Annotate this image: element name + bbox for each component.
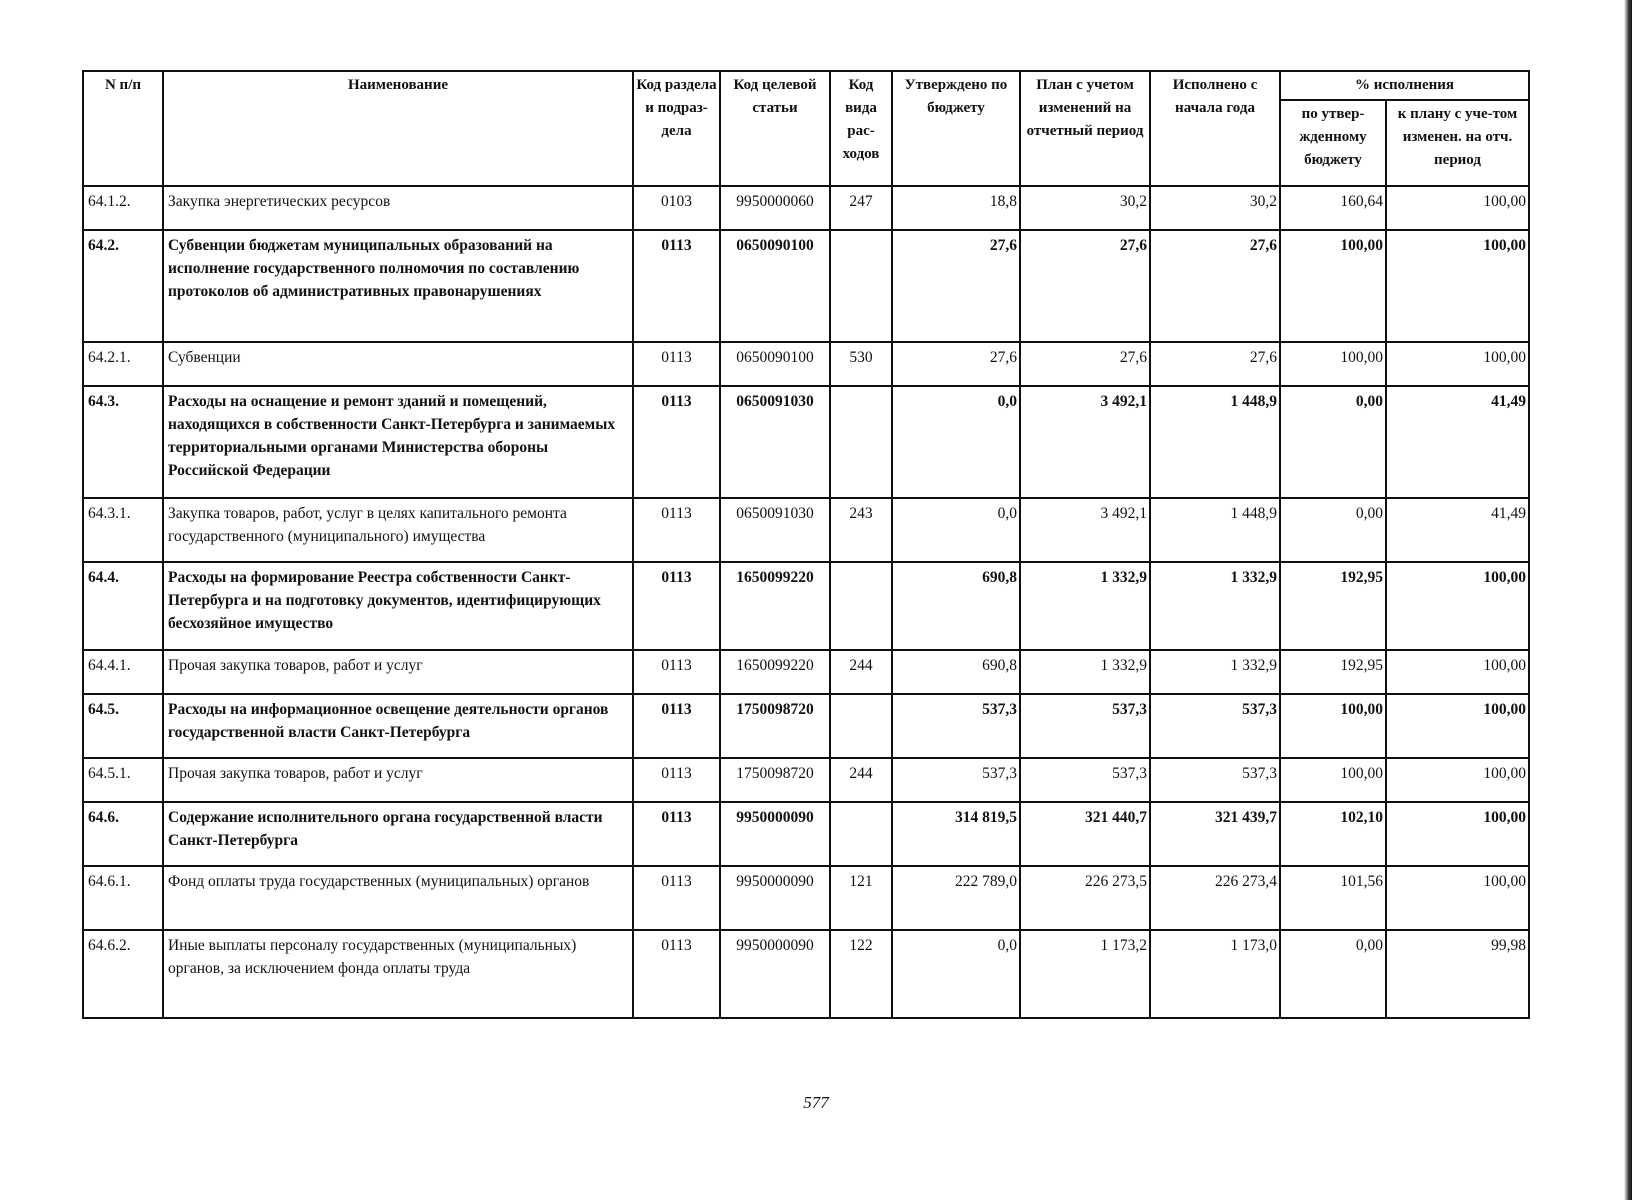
row-pct-plan: 100,00: [1386, 562, 1529, 650]
page-number: 577: [803, 1093, 829, 1112]
row-target-code: 9950000090: [720, 866, 830, 930]
table-row: [83, 802, 1529, 866]
row-executed: 537,3: [1150, 694, 1280, 758]
row-num: 64.2.: [83, 230, 163, 342]
row-target-code: 0650090100: [720, 230, 830, 342]
row-num: 64.5.: [83, 694, 163, 758]
table-row: [83, 930, 1529, 1018]
row-approved: 0,0: [892, 930, 1020, 1018]
table-row: [83, 650, 1529, 694]
row-pct-plan: 100,00: [1386, 758, 1529, 802]
row-pct-budget: 160,64: [1280, 186, 1386, 230]
row-target-code: 1750098720: [720, 758, 830, 802]
header-executed: Исполнено с начала года: [1150, 71, 1280, 186]
row-target-code: 0650091030: [720, 386, 830, 498]
row-type-code: 243: [830, 498, 892, 562]
row-type-code: [830, 386, 892, 498]
row-executed: 321 439,7: [1150, 802, 1280, 866]
header-plan: План с учетом изменений на отчетный период: [1020, 71, 1150, 186]
header-section-code: Код раздела и подраз-дела: [633, 71, 720, 186]
row-executed: 537,3: [1150, 758, 1280, 802]
row-pct-plan: 100,00: [1386, 230, 1529, 342]
row-executed: 1 332,9: [1150, 650, 1280, 694]
row-name: Содержание исполнительного органа государственной власти Санкт-Петербурга: [163, 802, 633, 866]
row-target-code: 9950000090: [720, 930, 830, 1018]
row-section-code: 0113: [633, 866, 720, 930]
row-name: Субвенции бюджетам муниципальных образований на исполнение государственного полномочия по составлению протоколов об административных правонарушениях: [163, 230, 633, 342]
row-target-code: 9950000090: [720, 802, 830, 866]
row-section-code: 0113: [633, 498, 720, 562]
row-num: 64.5.1.: [83, 758, 163, 802]
row-type-code: 122: [830, 930, 892, 1018]
row-section-code: 0113: [633, 758, 720, 802]
header-num: N п/п: [83, 71, 163, 186]
row-section-code: 0113: [633, 930, 720, 1018]
row-executed: 226 273,4: [1150, 866, 1280, 930]
row-name: Фонд оплаты труда государственных (муниципальных) органов: [163, 866, 633, 930]
row-name: Расходы на информационное освещение деятельности органов государственной власти Санкт-Петербурга: [163, 694, 633, 758]
row-name: Расходы на оснащение и ремонт зданий и помещений, находящихся в собственности Санкт-Петербурга и занимаемых территориальными органами Министерства обороны Российской Федерации: [163, 386, 633, 498]
row-pct-budget: 0,00: [1280, 930, 1386, 1018]
row-executed: 1 448,9: [1150, 386, 1280, 498]
row-target-code: 1650099220: [720, 562, 830, 650]
row-approved: 18,8: [892, 186, 1020, 230]
row-num: 64.4.1.: [83, 650, 163, 694]
row-pct-plan: 99,98: [1386, 930, 1529, 1018]
header-name: Наименование: [163, 71, 633, 186]
row-pct-plan: 100,00: [1386, 186, 1529, 230]
row-approved: 0,0: [892, 386, 1020, 498]
header-approved: Утверждено по бюджету: [892, 71, 1020, 186]
row-section-code: 0113: [633, 562, 720, 650]
table-row: [83, 758, 1529, 802]
row-name: Прочая закупка товаров, работ и услуг: [163, 650, 633, 694]
table-row: [83, 866, 1529, 930]
row-num: 64.2.1.: [83, 342, 163, 386]
row-pct-budget: 0,00: [1280, 498, 1386, 562]
row-plan: 3 492,1: [1020, 386, 1150, 498]
row-target-code: 9950000060: [720, 186, 830, 230]
row-num: 64.6.: [83, 802, 163, 866]
row-type-code: [830, 230, 892, 342]
header-pct-budget: по утвер-жденному бюджету: [1280, 100, 1386, 186]
row-num: 64.6.1.: [83, 866, 163, 930]
row-plan: 27,6: [1020, 342, 1150, 386]
table-row: [83, 342, 1529, 386]
row-pct-plan: 100,00: [1386, 342, 1529, 386]
table-row: [83, 498, 1529, 562]
row-plan: 226 273,5: [1020, 866, 1150, 930]
row-pct-budget: 100,00: [1280, 230, 1386, 342]
row-target-code: 1650099220: [720, 650, 830, 694]
row-name: Закупка энергетических ресурсов: [163, 186, 633, 230]
row-plan: 537,3: [1020, 758, 1150, 802]
table-body: [83, 186, 1529, 1018]
row-approved: 27,6: [892, 230, 1020, 342]
row-section-code: 0113: [633, 230, 720, 342]
row-approved: 690,8: [892, 562, 1020, 650]
row-plan: 537,3: [1020, 694, 1150, 758]
row-plan: 27,6: [1020, 230, 1150, 342]
row-section-code: 0113: [633, 694, 720, 758]
row-num: 64.3.1.: [83, 498, 163, 562]
header-type-code: Код вида рас-ходов: [830, 71, 892, 186]
row-type-code: [830, 562, 892, 650]
row-approved: 0,0: [892, 498, 1020, 562]
row-plan: 1 332,9: [1020, 562, 1150, 650]
row-pct-plan: 41,49: [1386, 498, 1529, 562]
row-plan: 3 492,1: [1020, 498, 1150, 562]
row-plan: 321 440,7: [1020, 802, 1150, 866]
row-pct-plan: 100,00: [1386, 802, 1529, 866]
table-row: [83, 694, 1529, 758]
row-target-code: 0650090100: [720, 342, 830, 386]
row-section-code: 0113: [633, 802, 720, 866]
row-num: 64.4.: [83, 562, 163, 650]
budget-table: [82, 70, 1530, 1019]
row-pct-budget: 192,95: [1280, 562, 1386, 650]
row-pct-budget: 192,95: [1280, 650, 1386, 694]
row-pct-plan: 41,49: [1386, 386, 1529, 498]
header-percent-group: % исполнения: [1280, 71, 1529, 100]
row-target-code: 0650091030: [720, 498, 830, 562]
row-pct-budget: 100,00: [1280, 342, 1386, 386]
row-pct-budget: 0,00: [1280, 386, 1386, 498]
row-executed: 1 173,0: [1150, 930, 1280, 1018]
row-section-code: 0113: [633, 386, 720, 498]
row-executed: 27,6: [1150, 230, 1280, 342]
row-pct-plan: 100,00: [1386, 694, 1529, 758]
row-pct-budget: 101,56: [1280, 866, 1386, 930]
row-approved: 314 819,5: [892, 802, 1020, 866]
row-num: 64.6.2.: [83, 930, 163, 1018]
row-pct-plan: 100,00: [1386, 650, 1529, 694]
row-name: Иные выплаты персоналу государственных (муниципальных) органов, за исключением фонда оплаты труда: [163, 930, 633, 1018]
row-type-code: 247: [830, 186, 892, 230]
row-pct-plan: 100,00: [1386, 866, 1529, 930]
row-type-code: 530: [830, 342, 892, 386]
row-section-code: 0113: [633, 342, 720, 386]
row-approved: 222 789,0: [892, 866, 1020, 930]
row-section-code: 0113: [633, 650, 720, 694]
header-pct-plan: к плану с уче-том изменен. на отч. период: [1386, 100, 1529, 186]
row-type-code: [830, 802, 892, 866]
row-plan: 1 173,2: [1020, 930, 1150, 1018]
row-approved: 690,8: [892, 650, 1020, 694]
row-approved: 27,6: [892, 342, 1020, 386]
row-type-code: 121: [830, 866, 892, 930]
table-row: [83, 230, 1529, 342]
row-name: Закупка товаров, работ, услуг в целях капитального ремонта государственного (муниципального) имущества: [163, 498, 633, 562]
row-approved: 537,3: [892, 694, 1020, 758]
row-section-code: 0103: [633, 186, 720, 230]
row-executed: 1 448,9: [1150, 498, 1280, 562]
scan-edge: [1624, 0, 1632, 1200]
row-executed: 27,6: [1150, 342, 1280, 386]
row-plan: 1 332,9: [1020, 650, 1150, 694]
table-row: [83, 562, 1529, 650]
row-type-code: [830, 694, 892, 758]
row-name: Субвенции: [163, 342, 633, 386]
row-num: 64.1.2.: [83, 186, 163, 230]
row-num: 64.3.: [83, 386, 163, 498]
row-pct-budget: 102,10: [1280, 802, 1386, 866]
row-name: Расходы на формирование Реестра собственности Санкт-Петербурга и на подготовку документов, идентифицирующих бесхозяйное имущество: [163, 562, 633, 650]
table-row: [83, 386, 1529, 498]
row-executed: 30,2: [1150, 186, 1280, 230]
row-target-code: 1750098720: [720, 694, 830, 758]
row-type-code: 244: [830, 758, 892, 802]
header-target-code: Код целевой статьи: [720, 71, 830, 186]
row-type-code: 244: [830, 650, 892, 694]
row-pct-budget: 100,00: [1280, 694, 1386, 758]
row-executed: 1 332,9: [1150, 562, 1280, 650]
row-approved: 537,3: [892, 758, 1020, 802]
row-name: Прочая закупка товаров, работ и услуг: [163, 758, 633, 802]
row-pct-budget: 100,00: [1280, 758, 1386, 802]
row-plan: 30,2: [1020, 186, 1150, 230]
table-row: [83, 186, 1529, 230]
